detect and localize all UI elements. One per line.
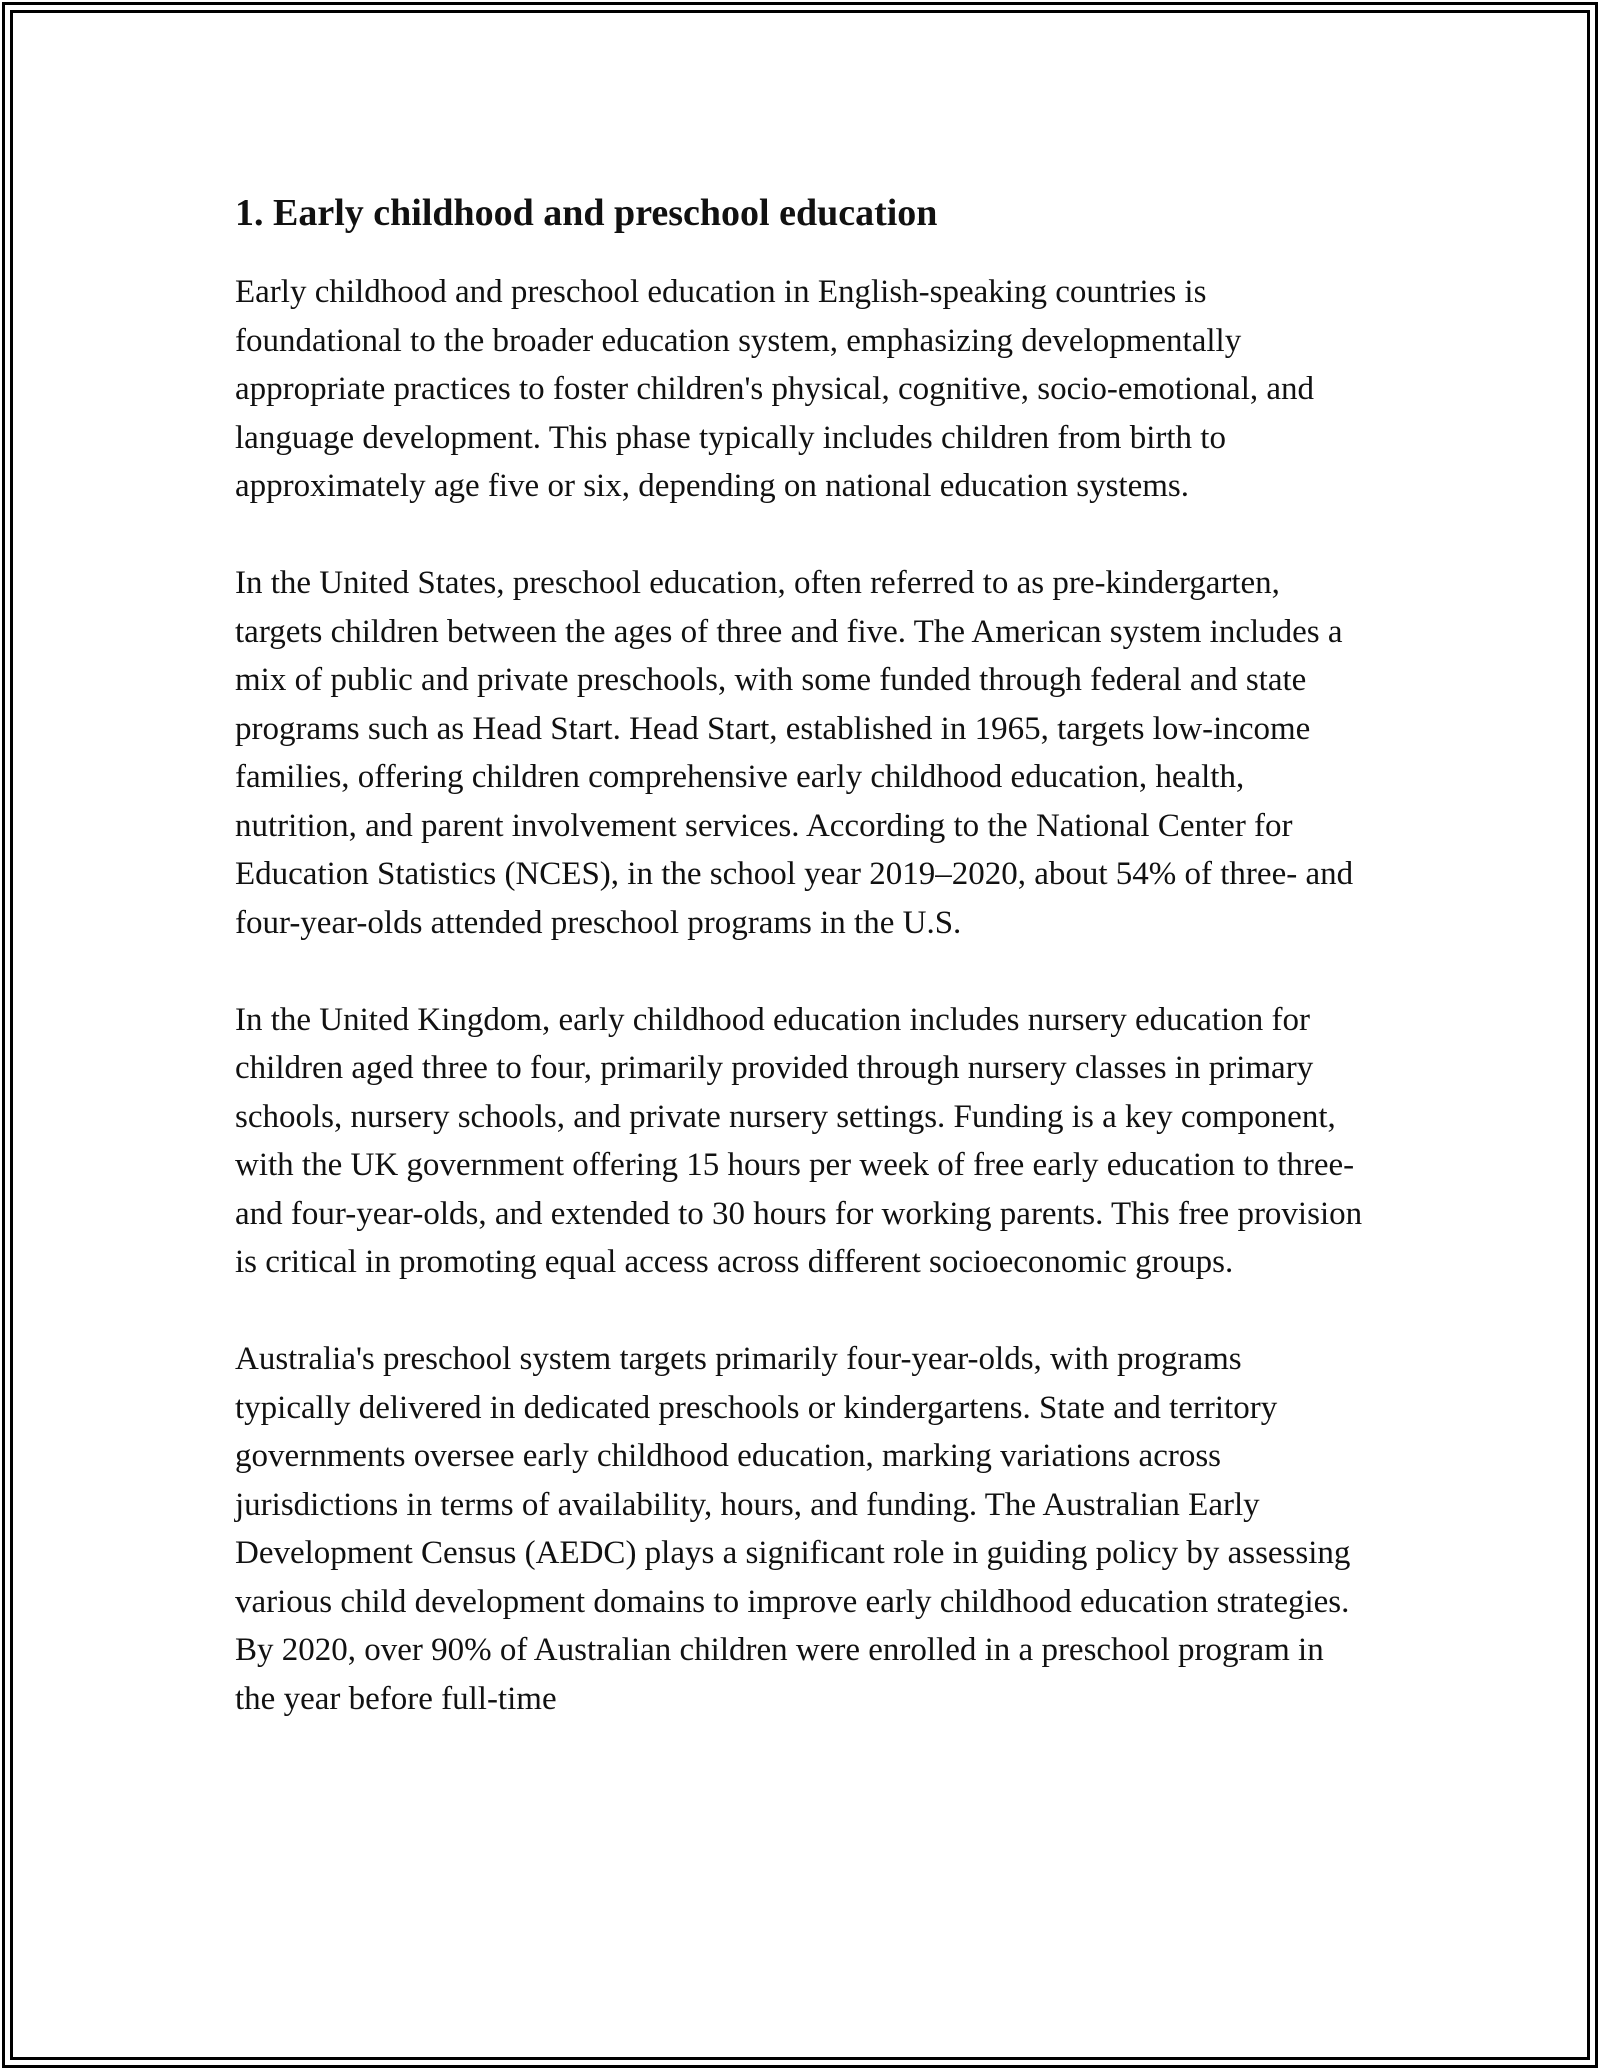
paragraph-united-states: In the United States, preschool education, often referred to as pre-kindergarten, targets children between the ages of three and five. The American system includes a mix of public and private preschools, with some funded through federal and state programs such as Head Start. Head Start, established in 1965, targets low-income families, offering children comprehensive early childhood education, health, nutrition, and parent involvement services. According to the National Center for Education Statistics (NCES), in the school year 2019–2020, about 54% of three- and four-year-olds attended preschool programs in the U.S. — [235, 565, 1354, 941]
paragraph-united-kingdom: In the United Kingdom, early childhood education includes nursery education for children aged three to four, primarily provided through nursery classes in primary schools, nursery schools, and private nursery settings. Funding is a key component, with the UK government offering 15 hours per week of free early education to three- and four-year-olds, and extended to 30 hours for working parents. This free provision is critical in promoting equal access across different socioeconomic groups. — [235, 1001, 1363, 1280]
paragraph-intro: Early childhood and preschool education in English-speaking countries is foundational to the broader education system, emphasizing developmentally appropriate practices to foster children's physical, cognitive, socio-emotional, and language development. This phase typically includes children from birth to approximately age five or six, depending on national education systems. — [235, 274, 1315, 504]
paragraph-australia: Australia's preschool system targets primarily four-year-olds, with programs typically delivered in dedicated preschools or kindergartens. State and territory governments oversee early childhood education, marking variations across jurisdictions in terms of availability, hours, and funding. The Australian Early Development Census (AEDC) plays a significant role in guiding policy by assessing various child development domains to improve early childhood education strategies. By 2020, over 90% of Australian children were enrolled in a preschool program in the year before full-time — [235, 1341, 1351, 1717]
document-body — [235, 186, 1365, 1772]
section-heading: 1. Early childhood and preschool education — [235, 192, 938, 234]
